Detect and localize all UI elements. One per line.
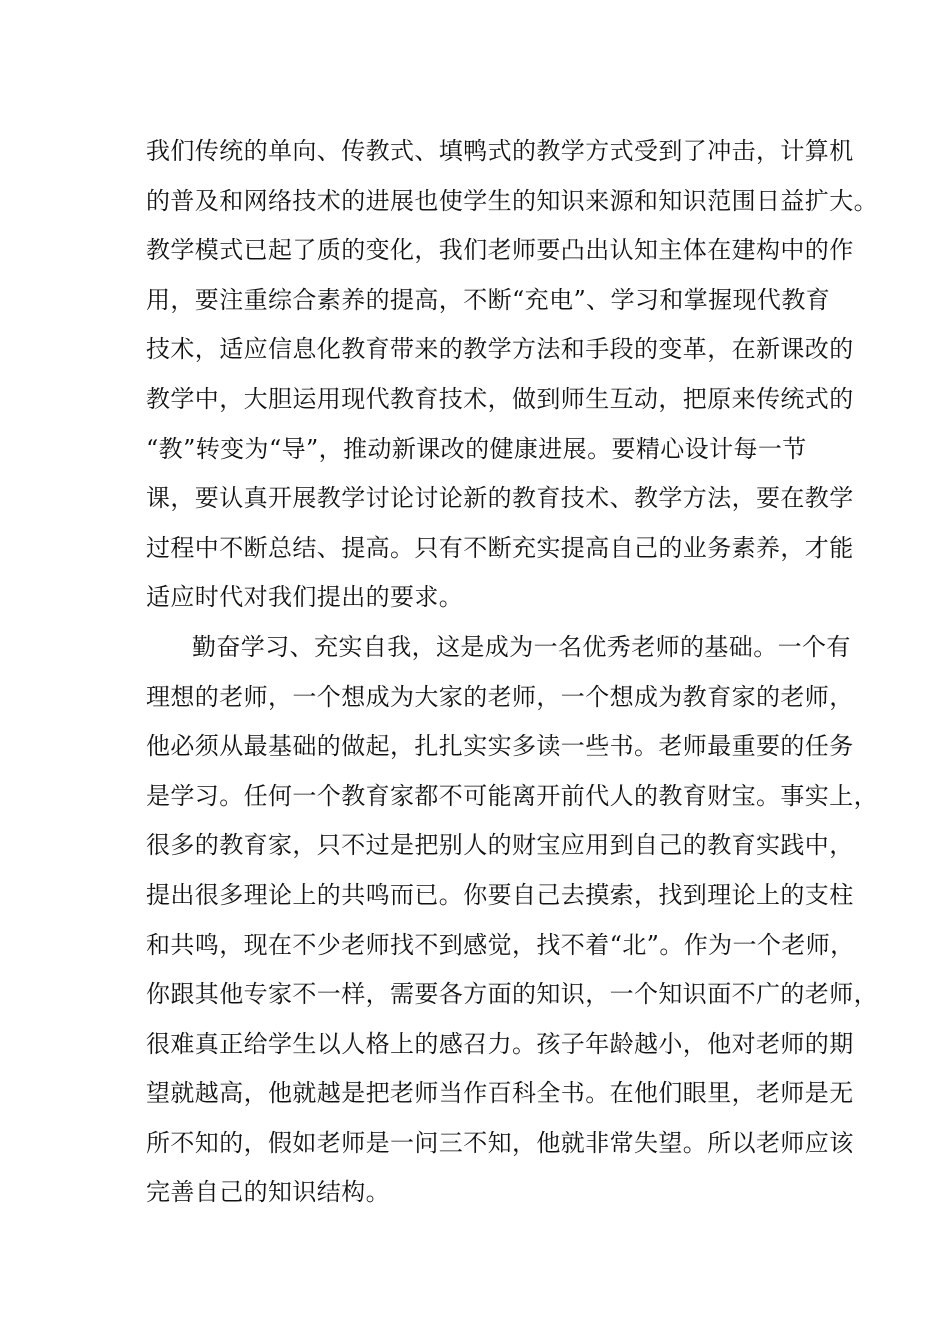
text-line: 提出很多理论上的共鸣而已。你要自己去摸索，找到理论上的支柱 [146,880,854,909]
text-line: 你跟其他专家不一样，需要各方面的知识，一个知识面不广的老师， [146,980,878,1009]
text-line: 很多的教育家，只不过是把别人的财宝应用到自己的教育实践中， [146,831,854,860]
text-line: 望就越高，他就越是把老师当作百科全书。在他们眼里，老师是无 [146,1079,854,1108]
text-line: 很难真正给学生以人格上的感召力。孩子年龄越小，他对老师的期 [146,1029,854,1058]
text-line: 完善自己的知识结构。 [146,1178,390,1207]
text-line: 技术，适应信息化教育带来的教学方法和手段的变革，在新课改的 [146,335,854,364]
text-line: 的普及和网络技术的进展也使学生的知识来源和知识范围日益扩大。 [146,186,878,215]
text-line: 用，要注重综合素养的提高，不断“充电”、学习和掌握现代教育 [146,285,831,314]
text-line: 教学模式已起了质的变化，我们老师要凸出认知主体在建构中的作 [146,236,854,265]
text-line: 他必须从最基础的做起，扎扎实实多读一些书。老师最重要的任务 [146,732,854,761]
text-line: 和共鸣，现在不少老师找不到感觉，找不着“北”。作为一个老师， [146,930,855,959]
text-line: 课，要认真开展教学讨论讨论新的教育技术、教学方法，要在教学 [146,484,854,513]
text-line: 过程中不断总结、提高。只有不断充实提高自己的业务素养，才能 [146,533,854,562]
text-line: 适应时代对我们提出的要求。 [146,583,464,612]
text-line: 我们传统的单向、传教式、填鸭式的教学方式受到了冲击，计算机 [146,137,854,165]
text-line: 是学习。任何一个教育家都不可能离开前代人的教育财宝。事实上， [146,781,878,810]
text-line: 教学中，大胆运用现代教育技术，做到师生互动，把原来传统式的 [146,384,854,413]
text-line: “教”转变为“导”，推动新课改的健康进展。要精心设计每一节 [146,434,807,463]
text-line: 理想的老师，一个想成为大家的老师，一个想成为教育家的老师， [146,682,854,711]
body-text [146,127,878,1218]
text-line: 所不知的，假如老师是一问三不知，他就非常失望。所以老师应该 [146,1128,854,1157]
paragraph-first-line: 勤奋学习、充实自我，这是成为一名优秀老师的基础。一个有 [192,632,851,661]
